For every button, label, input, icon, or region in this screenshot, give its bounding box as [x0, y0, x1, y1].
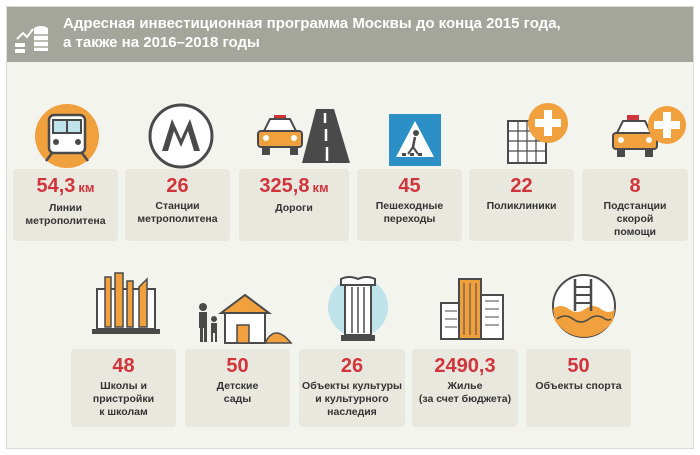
title-line-1: Адресная инвестиционная программа Москвы до конца 2015 года, [63, 15, 561, 32]
stat-card-housing [412, 349, 518, 427]
stat-value: 48 [112, 355, 135, 377]
stat-value: 2490,3 [434, 355, 496, 377]
stat-card-culture [299, 349, 405, 427]
title-line-2: а также на 2016–2018 годы [63, 34, 260, 51]
stat-card-metro-lines [13, 169, 118, 241]
ambulance-icon [611, 103, 691, 167]
stat-label: Жилье (за счет бюджета) [418, 380, 512, 405]
housing-icon [437, 275, 507, 341]
stat-label: Школы и пристройки к школам [92, 380, 155, 418]
school-icon [89, 269, 161, 341]
culture-column-icon [325, 273, 391, 343]
stat-card-metro-stations [125, 169, 230, 241]
stat-card-crossings [357, 169, 462, 241]
pedestrian-crossing-icon [388, 113, 442, 167]
coins-chart-icon [15, 21, 51, 57]
stat-label: Детские сады [216, 380, 259, 405]
stat-card-schools [71, 349, 176, 427]
stat-value: 22 [510, 175, 533, 197]
stat-card-clinics [469, 169, 574, 241]
stat-value: 54,3 км [36, 175, 95, 197]
stat-card-kindergartens [185, 349, 290, 427]
clinic-icon [502, 101, 572, 165]
stat-label: Станции метрополитена [137, 200, 218, 225]
stat-label: Объекты культуры и культурного наследия [302, 380, 402, 418]
stat-label: Поликлиники [486, 200, 557, 212]
car-road-icon [252, 107, 352, 167]
stat-label: Дороги [275, 202, 313, 214]
infographic-frame [6, 6, 694, 449]
swimming-pool-icon [551, 273, 617, 339]
stat-card-roads [239, 169, 349, 241]
stat-value: 26 [166, 175, 189, 197]
stat-label: Линии метрополитена [25, 202, 106, 227]
stat-card-sport [526, 349, 631, 427]
stat-label: Подстанции скорой помощи [603, 200, 667, 238]
page-title [63, 14, 673, 52]
stat-card-ambulance [582, 169, 688, 241]
stat-value: 8 [629, 175, 641, 197]
kindergarten-icon [195, 293, 295, 349]
header [7, 7, 693, 62]
stat-label: Пешеходные переходы [375, 200, 444, 225]
stat-value: 325,8 км [259, 175, 329, 197]
metro-train-icon [34, 103, 100, 169]
stat-value: 26 [340, 355, 364, 377]
metro-logo-icon [148, 103, 214, 169]
stat-value: 45 [398, 175, 421, 197]
stat-label: Объекты спорта [535, 380, 622, 392]
stat-value: 50 [567, 355, 590, 377]
stat-value: 50 [226, 355, 249, 377]
